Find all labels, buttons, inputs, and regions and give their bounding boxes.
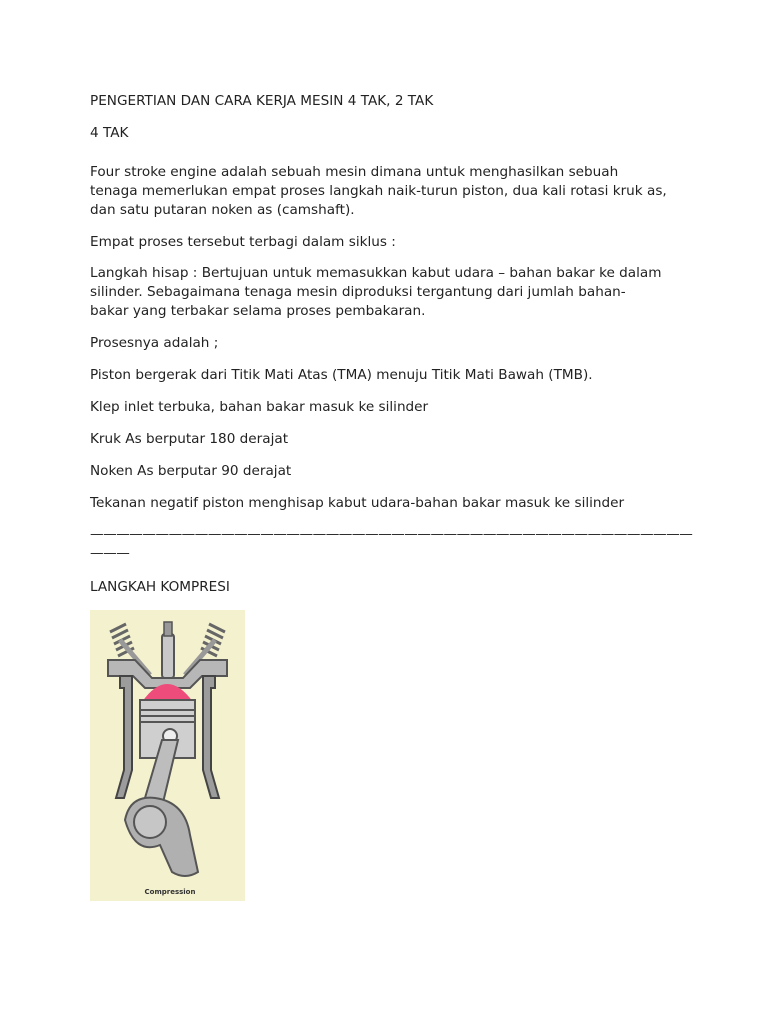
crank-pin — [134, 806, 166, 838]
spark-plug — [162, 634, 174, 678]
compression-engine-illustration — [90, 610, 245, 901]
hisap-line: silinder. Sebagaimana tenaga mesin diproduksi tergantung dari jumlah bahan- — [90, 284, 626, 300]
section-heading-4tak: 4 TAK — [90, 125, 129, 141]
engine-diagram — [90, 610, 245, 901]
siklus-intro: Empat proses tersebut terbagi dalam siklus : — [90, 234, 396, 250]
separator-line: ——— — [90, 545, 130, 561]
step-item: Kruk As berputar 180 derajat — [90, 431, 289, 447]
intro-line: Four stroke engine adalah sebuah mesin dimana untuk menghasilkan sebuah — [90, 164, 619, 180]
figure-caption: Compression — [144, 888, 196, 896]
separator-line: —————————————————————————————————————————————— — [90, 526, 693, 542]
page-title: PENGERTIAN DAN CARA KERJA MESIN 4 TAK, 2 TAK — [90, 93, 434, 109]
intro-line: dan satu putaran noken as (camshaft). — [90, 202, 355, 218]
hisap-line: bakar yang terbakar selama proses pembakaran. — [90, 303, 426, 319]
kompresi-heading: LANGKAH KOMPRESI — [90, 579, 230, 595]
step-item: Noken As berputar 90 derajat — [90, 463, 292, 479]
step-item: Klep inlet terbuka, bahan bakar masuk ke silinder — [90, 399, 429, 415]
step-item: Piston bergerak dari Titik Mati Atas (TMA) menuju Titik Mati Bawah (TMB). — [90, 367, 593, 383]
step-item: Tekanan negatif piston menghisap kabut udara-bahan bakar masuk ke silinder — [90, 495, 625, 511]
proses-intro: Prosesnya adalah ; — [90, 335, 219, 351]
intro-line: tenaga memerlukan empat proses langkah naik-turun piston, dua kali rotasi kruk as, — [90, 183, 667, 199]
hisap-line: Langkah hisap : Bertujuan untuk memasukkan kabut udara – bahan bakar ke dalam — [90, 265, 662, 281]
